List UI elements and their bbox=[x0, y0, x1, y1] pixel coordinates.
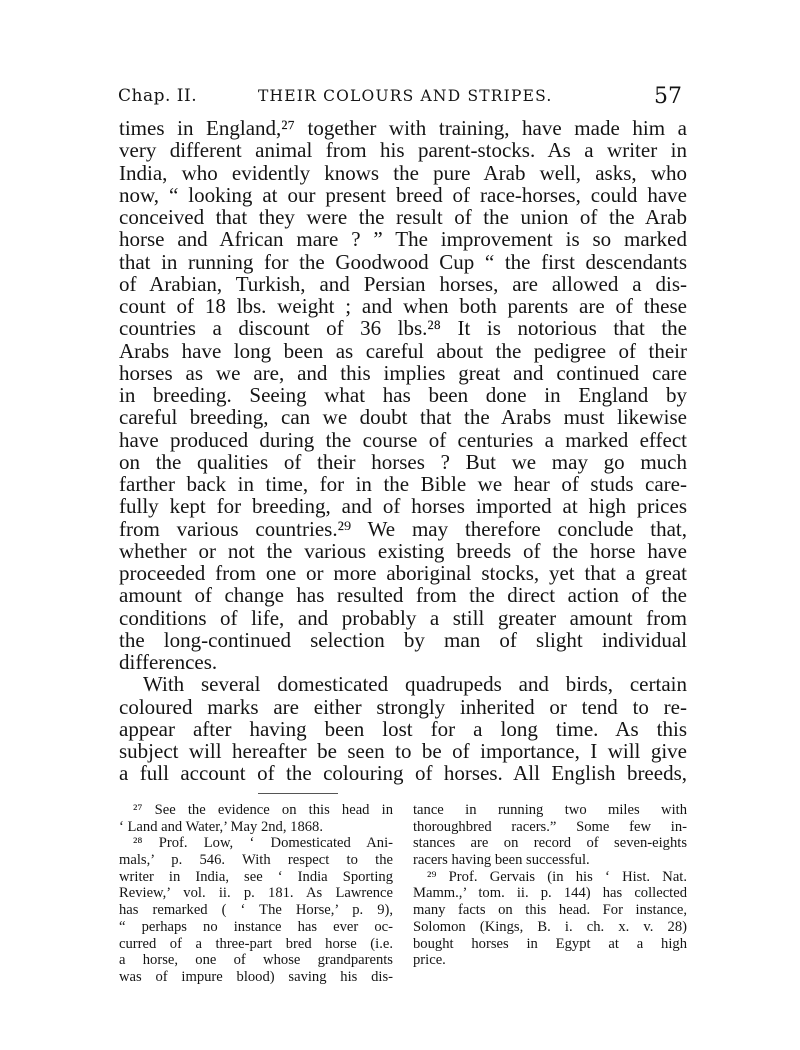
footnote-line: ²⁷ See the evidence on this head in bbox=[133, 802, 393, 818]
text-line: amount of change has resulted from the direct action of the bbox=[119, 583, 687, 608]
footnote-rule bbox=[258, 793, 338, 794]
chapter-title: THEIR COLOURS AND STRIPES. bbox=[258, 87, 553, 105]
text-line: have produced during the course of centuries a marked effect bbox=[119, 427, 687, 452]
footnote-line: Mamm.,’ tom. ii. p. 144) has collected bbox=[413, 885, 687, 902]
text-line: now, “ looking at our present breed of race-horses, could have bbox=[119, 182, 687, 207]
footnote-line: “ perhaps no instance has ever oc- bbox=[119, 918, 393, 935]
text-line: count of 18 lbs. weight ; and when both parents are of these bbox=[119, 294, 687, 318]
text-line: conceived that they were the result of the union of the Arab bbox=[119, 205, 687, 229]
footnote-line: Review,’ vol. ii. p. 181. As Lawrence bbox=[119, 885, 393, 902]
footnote-line: price. bbox=[413, 952, 446, 969]
text-line: the long-continued selection by man of slight individual bbox=[119, 627, 687, 652]
footnotes-left-column bbox=[119, 802, 393, 986]
text-line: proceeded from one or more aboriginal stocks, yet that a great bbox=[119, 561, 687, 585]
footnote-line: ²⁹ Prof. Gervais (in his ‘ Hist. Nat. bbox=[427, 868, 687, 885]
text-line: India, who evidently knows the pure Arab well, asks, who bbox=[119, 160, 687, 185]
footnote-line: racers having been successful. bbox=[413, 852, 590, 869]
text-line: in breeding. Seeing what has been done in England by bbox=[119, 383, 687, 407]
main-text bbox=[119, 117, 687, 785]
footnote-line: ‘ Land and Water,’ May 2nd, 1868. bbox=[119, 818, 323, 835]
text-line: appear after having been lost for a long time. As this bbox=[119, 716, 687, 741]
footnote-line: bought horses in Egypt at a high bbox=[413, 935, 687, 952]
paragraph-start-line: With several domesticated quadrupeds and birds, certain bbox=[143, 672, 687, 697]
footnote-line: Solomon (Kings, B. i. ch. x. v. 28) bbox=[413, 918, 687, 935]
text-line: careful breeding, can we doubt that the Arabs must likewise bbox=[119, 405, 687, 430]
text-line: farther back in time, for in the Bible we hear of studs care- bbox=[119, 472, 687, 496]
footnote-line: many facts on this head. For instance, bbox=[413, 902, 687, 919]
footnote-line: a horse, one of whose grandparents bbox=[119, 952, 393, 969]
running-head bbox=[118, 84, 686, 114]
text-line: that in running for the Goodwood Cup “ the first descendants bbox=[119, 249, 687, 274]
text-line: from various countries.²⁹ We may therefore conclude that, bbox=[119, 516, 687, 541]
footnote-line: thoroughbred racers.” Some few in- bbox=[413, 818, 687, 835]
footnote-line: ²⁸ Prof. Low, ‘ Domesticated Ani- bbox=[133, 835, 393, 852]
footnote-line: was of impure blood) saving his dis- bbox=[119, 968, 393, 985]
footnote-line: writer in India, see ‘ India Sporting bbox=[119, 868, 393, 885]
footnote-line: curred of a three-part bred horse (i.e. bbox=[119, 935, 393, 952]
footnote-line: stances are on record of seven-eights bbox=[413, 835, 687, 852]
text-line: subject will hereafter be seen to be of importance, I will give bbox=[119, 739, 687, 763]
footnote-line: mals,’ p. 546. With respect to the bbox=[119, 852, 393, 869]
page-number: 57 bbox=[654, 84, 682, 109]
text-line: fully kept for breeding, and of horses imported at high prices bbox=[119, 494, 687, 519]
text-line: times in England,²⁷ together with training, have made him a bbox=[119, 116, 687, 140]
text-line: coloured marks are either strongly inherited or tend to re- bbox=[119, 694, 687, 719]
text-line: horse and African mare ? ” The improvement is so marked bbox=[119, 227, 687, 252]
text-line: horses as we are, and this implies great and continued care bbox=[119, 360, 687, 385]
text-line: Arabs have long been as careful about the pedigree of their bbox=[119, 338, 687, 363]
footnotes-right-column bbox=[413, 802, 687, 969]
footnote-line: has remarked ( ‘ The Horse,’ p. 9), bbox=[119, 902, 393, 919]
footnote-line: tance in running two miles with bbox=[413, 802, 687, 818]
text-line: countries a discount of 36 lbs.²⁸ It is notorious that the bbox=[119, 316, 687, 341]
text-line: whether or not the various existing breeds of the horse have bbox=[119, 538, 687, 563]
paragraph-end-line: differences. bbox=[119, 650, 218, 674]
text-line: a full account of the colouring of horses. All English breeds, bbox=[119, 761, 687, 786]
text-line: on the qualities of their horses ? But we may go much bbox=[119, 449, 687, 474]
chapter-label: Chap. II. bbox=[118, 86, 198, 106]
text-line: conditions of life, and probably a still greater amount from bbox=[119, 605, 687, 630]
text-line: very different animal from his parent-stocks. As a writer in bbox=[119, 138, 687, 163]
text-line: of Arabian, Turkish, and Persian horses, are allowed a dis- bbox=[119, 271, 687, 296]
